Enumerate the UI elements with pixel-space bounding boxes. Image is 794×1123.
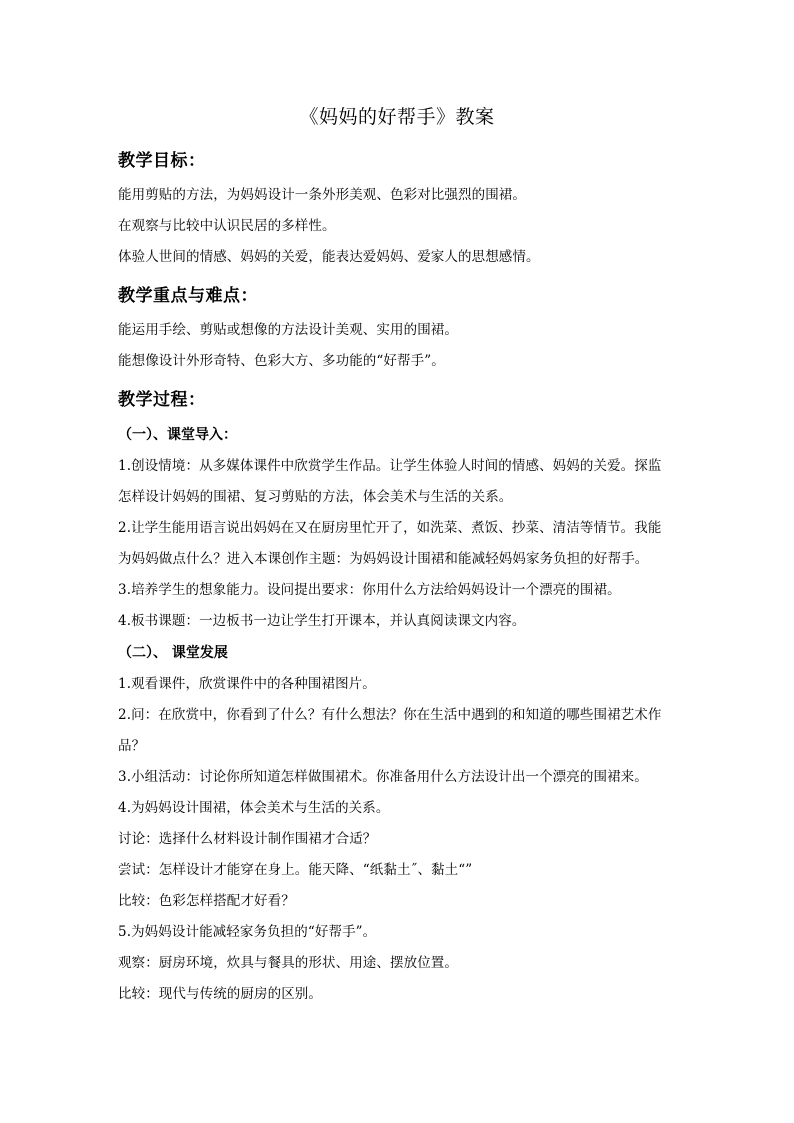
process-line: 1.观看课件，欣赏课件中的各种围裙图片。	[118, 676, 376, 692]
process-line: 观察：厨房环境，炊具与餐具的形状、用途、摆放位置。	[118, 955, 458, 971]
process-line: 4.为妈妈设计围裙，体会美术与生活的关系。	[118, 800, 390, 816]
keypoint-item: 能运用手绘、剪贴或想像的方法设计美观、实用的围裙。	[118, 322, 458, 338]
section-heading-intro: （一）、课堂导入：	[118, 427, 237, 443]
section-heading-development: （二）、 课堂发展	[118, 645, 228, 661]
objectives-heading: 教学目标：	[118, 151, 206, 171]
objective-item: 能用剪贴的方法，为妈妈设计一条外形美观、色彩对比强烈的围裙。	[118, 187, 526, 203]
process-line: 怎样设计妈妈的围裙、复习剪贴的方法，体会美术与生活的关系。	[118, 489, 513, 505]
objective-item: 在观察与比较中认识民居的多样性。	[118, 218, 336, 234]
process-line: 比较：现代与传统的厨房的区别。	[118, 986, 322, 1002]
process-line: 为妈妈做点什么？进入本课创作主题：为妈妈设计围裙和能减轻妈妈家务负担的好帮手。	[118, 551, 649, 567]
process-line: 讨论：选择什么材料设计制作围裙才合适？	[118, 831, 377, 847]
document-title: 《妈妈的好帮手》教案	[299, 106, 495, 128]
keypoints-heading: 教学重点与难点：	[118, 286, 258, 306]
keypoint-item: 能想像设计外形奇特、色彩大方、多功能的“好帮手”。	[118, 353, 445, 369]
process-line: 5.为妈妈设计能减轻家务负担的“好帮手”。	[118, 924, 377, 940]
process-line: 尝试：怎样设计才能穿在身上。能天降、“纸黏土˝、黏土“”	[118, 862, 473, 878]
process-line: 1.创设情境：从多媒体课件中欣赏学生作品。让学生体验人时间的情感、妈妈的关爱。探监	[118, 458, 662, 474]
process-line: 比较：色彩怎样搭配才好看？	[118, 893, 295, 909]
process-line: 2.让学生能用语言说出妈妈在又在厨房里忙开了，如洗菜、煮饭、抄菜、清洁等情节。我能	[118, 520, 662, 536]
process-line: 4.板书课题：一边板书一边让学生打开课本，并认真阅读课文内容。	[118, 613, 526, 629]
process-line: 3.培养学生的想象能力。设问提出要求：你用什么方法给妈妈设计一个漂亮的围裙。	[118, 582, 621, 598]
objective-item: 体验人世间的情感、妈妈的关爱，能表达爱妈妈、爱家人的思想感情。	[118, 249, 540, 265]
process-line: 3.小组活动：讨论你所知道怎样做围裙术。你准备用什么方法设计出一个漂亮的围裙来。	[118, 769, 648, 785]
process-line: 品？	[118, 738, 146, 754]
process-line: 2.问：在欣赏中，你看到了什么？有什么想法？你在生活中遇到的和知道的哪些围裙艺术作	[118, 707, 662, 723]
process-heading: 教学过程：	[118, 390, 206, 410]
